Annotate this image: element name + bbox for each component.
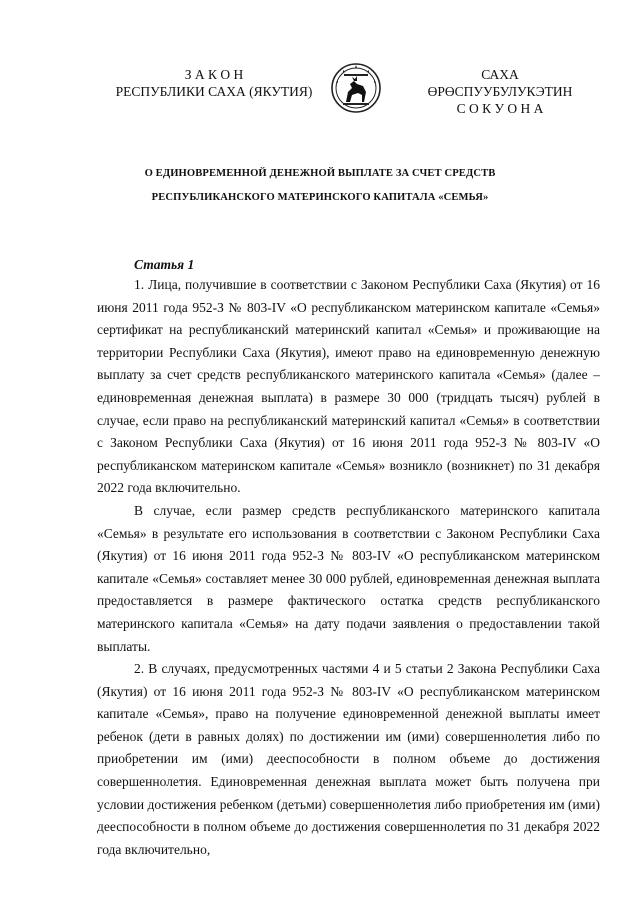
- article-body: [97, 274, 600, 861]
- law-title-line2: РЕСПУБЛИКАНСКОГО МАТЕРИНСКОГО КАПИТАЛА «СЕМЬЯ»: [151, 192, 489, 203]
- header-right: [408, 66, 592, 117]
- header-left-line2: РЕСПУБЛИКИ САХА (ЯКУТИЯ): [115, 84, 313, 99]
- coat-of-arms-emblem-icon: [330, 62, 382, 114]
- header-right-line2: С О К У О Н А: [456, 101, 544, 116]
- header-right-line1: САХА ӨРӨСПУУБУЛУКЭТИН: [427, 67, 573, 99]
- paragraph-3: 2. В случаях, предусмотренных частями 4 и 5 статьи 2 Закона Республики Саха (Якутия) от 16 июня 2011 года 952-З № 803-IV «О республиканском материнском капитале «Семья», право на получение единовременной денежной выплаты имеет ребенок (дети в равных долях) по достижении им (ими) совершеннолетия либо по приобретении им (ими) дееспособности в полном объеме до достижения совершеннолетия. Единовременная денежная выплата может быть получена при условии достижения ребенком (детьми) совершеннолетия либо приобретения им (ими) дееспособности в полном объеме до достижения совершеннолетия по 31 декабря 2022 года включительно,: [97, 661, 600, 857]
- article-heading: Статья 1: [134, 257, 195, 272]
- header-left-line1: З А К О Н: [184, 67, 244, 82]
- header-left: [108, 66, 320, 100]
- law-title-line1: О ЕДИНОВРЕМЕННОЙ ДЕНЕЖНОЙ ВЫПЛАТЕ ЗА СЧЕТ СРЕДСТВ: [144, 168, 496, 179]
- paragraph-2: В случае, если размер средств республиканского материнского капитала «Семья» в результате его использования в соответствии с Законом Республики Саха (Якутия) от 16 июня 2011 года 952-З № 803-IV «О республиканском материнском капитале «Семья» составляет менее 30 000 рублей, единовременная денежная выплата предоставляется в размере фактического остатка средств республиканского материнского капитала «Семья» на дату подачи заявления о предоставлении такой выплаты.: [97, 502, 600, 654]
- paragraph-1: 1. Лица, получившие в соответствии с Законом Республики Саха (Якутия) от 16 июня 2011 года 952-З № 803-IV «О республиканском материнском капитале «Семья» сертификат на республиканский материнский капитал «Семья» и проживающие на территории Республики Саха (Якутия), имеют право на единовременную денежную выплату за счет средств республиканского материнского капитала «Семья» (далее – единовременная денежная выплата) в размере 30 000 (тридцать тысяч) рублей в случае, если право на республиканский материнский капитал «Семья» в соответствии с Законом Республики Саха (Якутия) от 16 июня 2011 года 952-З № 803-IV «О республиканском материнском капитале «Семья» возникло (возникнет) по 31 декабря 2022 года включительно.: [97, 277, 600, 496]
